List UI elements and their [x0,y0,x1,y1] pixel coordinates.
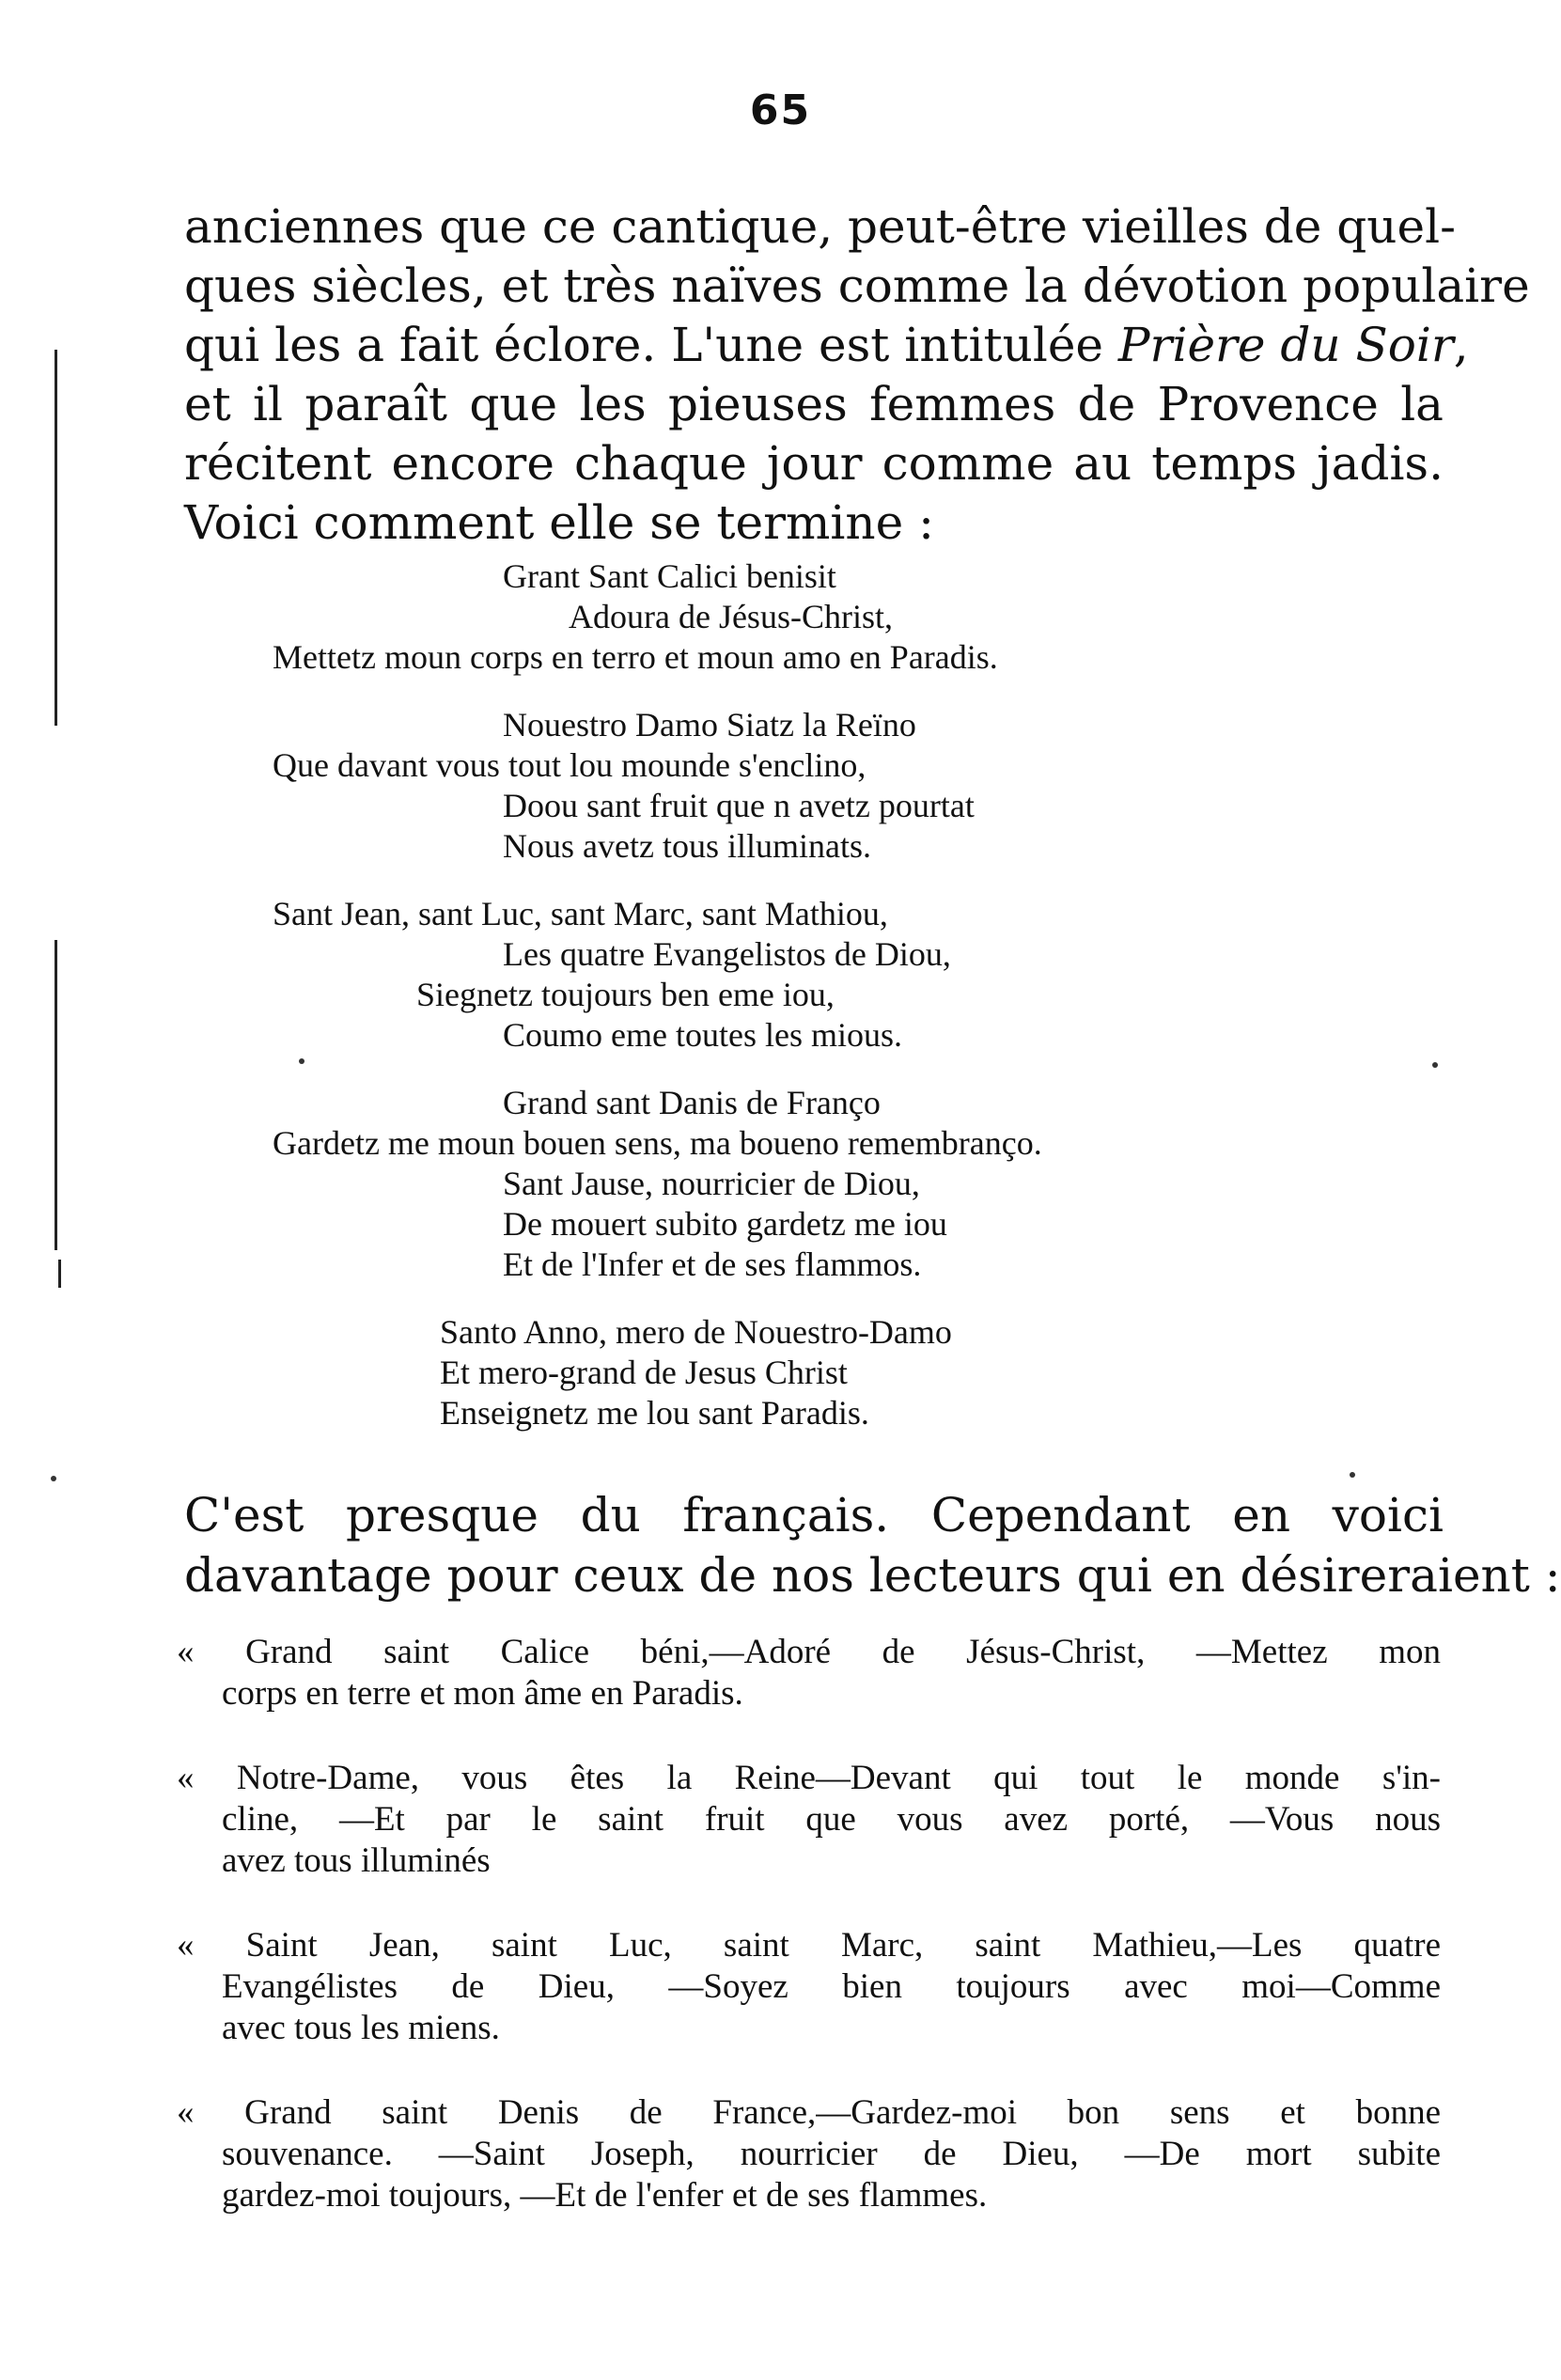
intro-line: ques siècles, et très naïves comme la dévotion populaire [184,258,1530,313]
poem-verse: Santo Anno, mero de Nouestro-Damo [440,1313,952,1351]
translation-paragraph [177,1758,1441,1882]
conclusion-line: C'est presque du français. Cependant en voici [184,1488,1444,1542]
poem-verse: Les quatre Evangelistos de Diou, [503,935,951,973]
left-margin-rule [55,350,57,726]
translation-line: « Notre-Dame, vous êtes la Reine—Devant qui tout le monde s'in- [177,1759,1441,1797]
intro-line: anciennes que ce cantique, peut-être vieilles de quel- [184,199,1456,254]
translation-line: Evangélistes de Dieu, —Soyez bien toujours avec moi—Comme [222,1967,1441,2006]
poem-verse: De mouert subito gardetz me iou [503,1205,947,1243]
page-number: 65 [749,86,812,134]
left-margin-rule [58,1260,61,1288]
conclusion-line: davantage pour ceux de nos lecteurs qui en désireraient : [184,1548,1561,1603]
poem-verse: Adoura de Jésus-Christ, [569,598,893,635]
intro-line: récitent encore chaque jour comme au temps jadis. [184,436,1444,491]
poem-verse: Sant Jause, nourricier de Diou, [503,1165,920,1202]
poem-stanza [0,1312,1561,1433]
margin-dot [51,1476,56,1481]
poem-verse: Que davant vous tout lou mounde s'enclino, [273,746,866,784]
margin-dot [1350,1472,1355,1478]
left-margin-rule [55,940,57,1250]
poem-verse: Siegnetz toujours ben eme iou, [416,976,835,1013]
translation-line: cline, —Et par le saint fruit que vous avez porté, —Vous nous [222,1800,1441,1839]
translation-line: corps en terre et mon âme en Paradis. [222,1674,743,1713]
poem-verse: Nous avetz tous illuminats. [503,827,871,865]
translation-line: avec tous les miens. [222,2009,500,2047]
poem-verse: Grand sant Danis de Franço [503,1084,881,1121]
poem-verse: Nouestro Damo Siatz la Reïno [503,706,916,744]
conclusion-paragraph [184,1485,1561,1605]
french-translation [177,1632,1441,2260]
intro-line: qui les a fait éclore. L'une est intitulée Prière du Soir, [184,318,1469,372]
margin-dot [299,1058,304,1064]
margin-dot [1432,1062,1438,1068]
poem-verse: Coumo eme toutes les mious. [503,1016,902,1054]
poem-verse: Grant Sant Calici benisit [503,557,836,595]
poem-verse: Enseignetz me lou sant Paradis. [440,1394,869,1432]
intro-line: et il paraît que les pieuses femmes de Provence la [184,377,1444,431]
translation-paragraph [177,1632,1441,1715]
translation-line: « Grand saint Calice béni,—Adoré de Jésus-Christ, —Mettez mon [177,1633,1441,1671]
poem-stanza [0,556,1561,678]
poem-verse: Et de l'Infer et de ses flammos. [503,1245,922,1283]
poem-verse: Doou sant fruit que n avetz pourtat [503,787,975,824]
poem-stanza [0,1083,1561,1285]
intro-line: Voici comment elle se termine : [184,495,934,550]
translation-line: souvenance. —Saint Joseph, nourricier de Dieu, —De mort subite [222,2135,1441,2173]
translation-paragraph [177,2092,1441,2216]
translation-line: « Grand saint Denis de France,—Gardez-moi bon sens et bonne [177,2093,1441,2132]
poem-stanza [0,894,1561,1056]
translation-line: « Saint Jean, saint Luc, saint Marc, saint Mathieu,—Les quatre [177,1926,1441,1965]
prayer-title: Prière du Soir [1117,318,1454,372]
translation-line: gardez-moi toujours, —Et de l'enfer et de ses flammes. [222,2176,988,2215]
poem-stanza [0,705,1561,867]
provencal-poem [0,556,1561,1461]
poem-verse: Sant Jean, sant Luc, sant Marc, sant Mathiou, [273,895,888,932]
poem-verse: Et mero-grand de Jesus Christ [440,1354,848,1391]
poem-verse: Gardetz me moun bouen sens, ma boueno remembranço. [273,1124,1042,1162]
poem-verse: Mettetz moun corps en terro et moun amo en Paradis. [273,638,998,676]
translation-paragraph [177,1925,1441,2049]
translation-line: avez tous illuminés [222,1841,491,1880]
intro-paragraph [184,197,1530,553]
